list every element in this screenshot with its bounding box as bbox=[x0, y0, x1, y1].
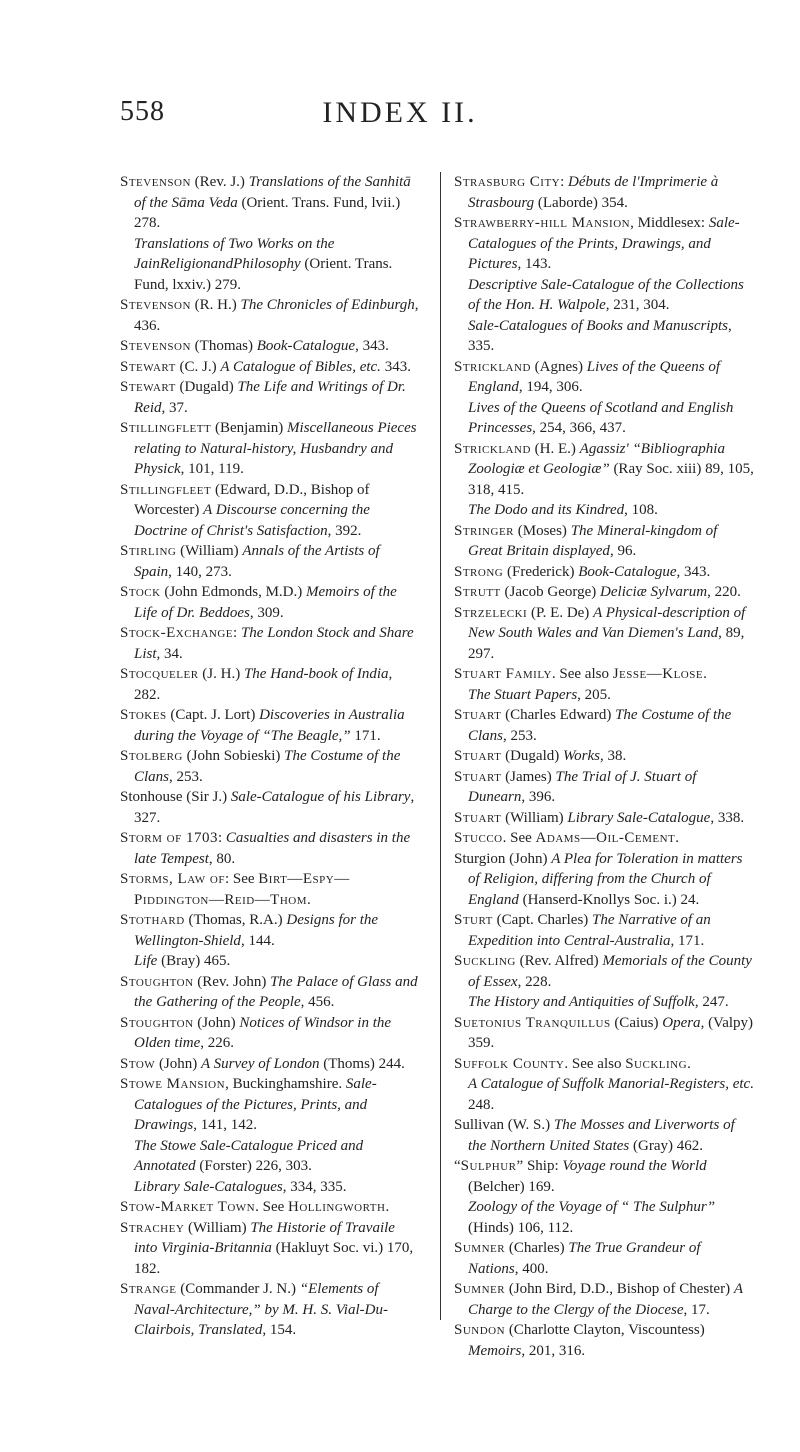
cross-reference: Suckling bbox=[625, 1055, 688, 1072]
left-column bbox=[120, 172, 420, 1341]
entry-heading: Stevenson bbox=[120, 338, 191, 354]
entry-heading: Sullivan bbox=[454, 1117, 505, 1133]
index-subentry bbox=[454, 992, 754, 1013]
entry-reference: 248. bbox=[468, 1096, 495, 1113]
index-entry bbox=[454, 1115, 754, 1156]
index-entry bbox=[454, 808, 754, 829]
index-entry bbox=[454, 1013, 754, 1054]
column-rule bbox=[440, 172, 441, 1320]
entry-title: The Mosses and Liverworts of the Northern United States bbox=[468, 1117, 735, 1154]
entry-detail: (John Bird, D.D., Bishop of Chester) bbox=[505, 1281, 734, 1297]
entry-reference: . bbox=[307, 891, 311, 908]
entry-heading: Stuart Family bbox=[454, 666, 552, 682]
entry-heading: Stow bbox=[120, 1055, 156, 1072]
entry-reference: , 171. bbox=[670, 932, 705, 949]
entry-title: The Life and Writings of Dr. Reid bbox=[134, 379, 406, 416]
entry-reference: , 231, 304. bbox=[605, 297, 670, 313]
entry-detail: (John) bbox=[505, 850, 552, 867]
entry-detail: (Frederick) bbox=[503, 563, 579, 580]
entry-detail: (Thomas) bbox=[190, 338, 257, 354]
entry-reference: , 205. bbox=[577, 686, 611, 703]
entry-reference: (Hanserd-Knollys Soc. i.) 24. bbox=[518, 891, 700, 908]
index-entry bbox=[454, 439, 754, 501]
entry-heading: Strutt bbox=[454, 584, 501, 600]
entry-title: The Trial of J. Stuart of Dunearn bbox=[468, 768, 697, 805]
entry-heading: Suffolk County bbox=[454, 1055, 565, 1072]
entry-title: Opera bbox=[662, 1014, 701, 1031]
entry-detail: (R. H.) bbox=[190, 297, 241, 313]
entry-heading: Stoughton bbox=[120, 973, 194, 990]
index-entry bbox=[454, 582, 754, 603]
entry-detail: , Buckinghamshire. bbox=[225, 1076, 346, 1092]
entry-reference: , 220. bbox=[707, 584, 741, 600]
entry-reference: , 228. bbox=[517, 973, 552, 990]
entry-reference: , 96. bbox=[609, 543, 637, 559]
entry-reference: , 392. bbox=[327, 522, 362, 539]
entry-detail: (Rev. John) bbox=[193, 973, 271, 990]
entry-heading: Strachey bbox=[120, 1219, 185, 1236]
index-subentry bbox=[454, 316, 754, 357]
entry-reference: , 254, 366, 437. bbox=[532, 420, 626, 436]
entry-heading: Strange bbox=[120, 1281, 177, 1297]
page-number: 558 bbox=[120, 96, 165, 127]
entry-detail: (Benjamin) bbox=[211, 420, 288, 436]
entry-reference: . bbox=[385, 1199, 390, 1215]
entry-reference: . bbox=[687, 1055, 691, 1072]
entry-detail: (John Edmonds, M.D.) bbox=[160, 584, 307, 600]
entry-heading: Strawberry-hill Mansion bbox=[454, 215, 631, 231]
entry-reference: , 89, 297. bbox=[468, 625, 745, 662]
entry-reference: , 154. bbox=[262, 1322, 297, 1338]
entry-detail: (John Sobieski) bbox=[182, 748, 285, 764]
entry-detail: : bbox=[560, 174, 569, 190]
entry-reference: (Hakluyt Soc. vi.) 170, 182. bbox=[134, 1240, 414, 1277]
index-entry bbox=[120, 972, 420, 1013]
entry-title: Library Sale-Catalogue bbox=[567, 809, 711, 826]
entry-reference: , 17. bbox=[683, 1301, 710, 1318]
entry-reference: , 400. bbox=[514, 1260, 549, 1277]
index-entry bbox=[454, 664, 754, 685]
entry-title: The Costume of the Clans bbox=[134, 748, 401, 785]
entry-title: The Stowe Sale-Catalogue Priced and Annotated bbox=[134, 1137, 364, 1174]
entry-detail: (Charles) bbox=[505, 1240, 569, 1256]
index-subentry bbox=[454, 500, 754, 521]
index-subentry bbox=[454, 275, 754, 316]
entry-detail: : See bbox=[224, 871, 259, 887]
entry-detail: (William) bbox=[501, 809, 568, 826]
entry-title: Designs for the Wellington-Shield bbox=[134, 912, 379, 949]
entry-reference: . bbox=[703, 666, 707, 682]
entry-heading: Stonhouse bbox=[120, 789, 183, 805]
entry-title: The Stuart Papers bbox=[468, 686, 578, 703]
entry-heading: Stowe Mansion bbox=[120, 1076, 226, 1092]
entry-detail: (J. H.) bbox=[198, 666, 244, 682]
entry-reference: , 335. bbox=[468, 317, 732, 354]
entry-title: Life bbox=[134, 953, 158, 969]
entry-reference: , 247. bbox=[694, 994, 729, 1010]
entry-heading: Strickland bbox=[454, 358, 531, 375]
entry-detail: (Edward, D.D., Bishop of Worcester) bbox=[134, 481, 370, 518]
index-entry bbox=[120, 623, 420, 664]
entry-detail: (Agnes) bbox=[530, 358, 587, 375]
entry-reference: , 343. bbox=[676, 563, 711, 580]
entry-title: Sale-Catalogues of Books and Manuscripts bbox=[468, 317, 728, 334]
entry-detail: (Capt. Charles) bbox=[492, 912, 593, 928]
entry-detail: (Thomas, R.A.) bbox=[184, 912, 287, 928]
entry-heading: Storms, Law of bbox=[120, 871, 225, 887]
index-entry bbox=[120, 1074, 420, 1136]
entry-reference: , 253. bbox=[503, 727, 537, 744]
entry-reference: (Gray) 462. bbox=[629, 1137, 703, 1154]
entry-detail: (William) bbox=[184, 1219, 251, 1236]
entry-detail: (Charlotte Clayton, Viscountess) bbox=[505, 1322, 705, 1338]
index-entry bbox=[120, 1013, 420, 1054]
index-entry bbox=[120, 1197, 420, 1218]
entry-detail: (P. E. De) bbox=[527, 604, 594, 621]
entry-detail: (Dugald) bbox=[175, 379, 238, 395]
entry-reference: , 309. bbox=[249, 604, 284, 621]
entry-detail: (Charles Edward) bbox=[501, 707, 616, 723]
index-entry bbox=[120, 336, 420, 357]
index-entry bbox=[120, 480, 420, 542]
entry-heading: Stolberg bbox=[120, 748, 183, 764]
index-entry bbox=[454, 213, 754, 275]
index-entry bbox=[120, 377, 420, 418]
entry-reference: , (Valpy) 359. bbox=[468, 1014, 754, 1051]
entry-heading: Suckling bbox=[454, 953, 516, 969]
entry-title: Library Sale-Catalogues bbox=[134, 1178, 283, 1195]
index-subentry bbox=[454, 1197, 754, 1238]
index-entry bbox=[454, 357, 754, 398]
entry-detail: (Caius) bbox=[610, 1014, 663, 1031]
index-subentry bbox=[120, 951, 420, 972]
entry-heading: Sturt bbox=[454, 912, 493, 928]
entry-detail: (Moses) bbox=[514, 522, 571, 539]
index-entry bbox=[120, 787, 420, 828]
entry-detail: (Capt. J. Lort) bbox=[166, 707, 260, 723]
index-entry bbox=[454, 1279, 754, 1320]
entry-heading: Strzelecki bbox=[454, 604, 528, 621]
entry-detail: . See also bbox=[564, 1055, 626, 1072]
entry-detail: (Commander J. N.) bbox=[176, 1281, 300, 1297]
entry-heading: Stothard bbox=[120, 912, 185, 928]
entry-title: A Catalogue of Bibles, etc. bbox=[220, 358, 381, 375]
entry-reference: , 253. bbox=[169, 768, 203, 785]
entry-heading: Stucco bbox=[454, 830, 503, 846]
entry-reference: , 338. bbox=[710, 809, 745, 826]
entry-title: Descriptive Sale-Catalogue of the Collections of the Hon. H. Walpole bbox=[468, 276, 744, 313]
entry-heading: Stewart bbox=[120, 358, 176, 375]
entry-title: Lives of the Queens of England bbox=[468, 358, 721, 395]
entry-title: Casualties and disasters in the late Tempest bbox=[134, 830, 411, 867]
index-subentry bbox=[454, 685, 754, 706]
entry-title: Memoirs bbox=[468, 1342, 522, 1359]
entry-title: Book-Catalogue bbox=[256, 338, 356, 354]
entry-detail: (Dugald) bbox=[501, 748, 564, 764]
entry-title: The True Grandeur of Nations bbox=[468, 1240, 701, 1277]
index-entry bbox=[120, 418, 420, 480]
entry-title: The Hand-book of India bbox=[243, 666, 389, 682]
entry-title: Agassiz' “Bibliographia Zoologiæ et Geologiæ” bbox=[468, 440, 725, 477]
entry-reference: (Laborde) 354. bbox=[534, 194, 628, 211]
cross-reference: Hollingworth bbox=[288, 1199, 386, 1215]
entry-detail: : bbox=[233, 625, 241, 641]
entry-reference: (Thoms) 244. bbox=[319, 1055, 405, 1072]
entry-heading: Stringer bbox=[454, 522, 515, 539]
entry-detail: . See also bbox=[551, 666, 613, 682]
entry-heading: Sumner bbox=[454, 1240, 506, 1256]
index-entry bbox=[454, 910, 754, 951]
entry-reference: (Belcher) 169. bbox=[468, 1178, 555, 1195]
index-subentry bbox=[454, 398, 754, 439]
entry-reference: , 143. bbox=[517, 256, 552, 272]
entry-title: Memoirs of the Life of Dr. Beddoes bbox=[134, 584, 397, 621]
entry-reference: , 334, 335. bbox=[282, 1178, 347, 1195]
entry-heading: Stuart bbox=[454, 748, 502, 764]
entry-reference: (Forster) 226, 303. bbox=[195, 1158, 312, 1174]
entry-title: The Historie of Travaile into Virginia-Britannia bbox=[134, 1219, 395, 1256]
entry-heading: Stillingflett bbox=[120, 420, 212, 436]
entry-reference: , 226. bbox=[200, 1035, 234, 1051]
entry-heading: Stewart bbox=[120, 379, 176, 395]
entry-title: Works bbox=[563, 748, 600, 764]
entry-detail: (William) bbox=[176, 543, 243, 559]
entry-heading: Stocqueler bbox=[120, 666, 199, 682]
entry-detail: (Jacob George) bbox=[500, 584, 601, 600]
index-entry bbox=[120, 582, 420, 623]
entry-title: Débuts de l'Imprimerie à Strasbourg bbox=[468, 174, 719, 211]
entry-reference: , 37. bbox=[161, 399, 188, 416]
entry-reference: 343. bbox=[380, 358, 411, 375]
entry-detail: . See bbox=[502, 830, 536, 846]
index-entry bbox=[120, 541, 420, 582]
index-entry bbox=[454, 1054, 754, 1075]
entry-reference: , 38. bbox=[599, 748, 627, 764]
entry-detail: : bbox=[218, 830, 226, 846]
entry-reference: (Hinds) 106, 112. bbox=[468, 1219, 574, 1236]
entry-detail: (H. E.) bbox=[530, 440, 580, 457]
index-subentry bbox=[120, 1177, 420, 1198]
entry-title: A Survey of London bbox=[201, 1055, 320, 1072]
index-entry: “Sulphur” Ship: Voyage round the World (Belcher) 169. bbox=[454, 1158, 707, 1195]
index-entry bbox=[120, 1279, 420, 1341]
index-entry bbox=[454, 767, 754, 808]
entry-reference: (Orient. Trans. Fund, lvii.) 278. bbox=[134, 194, 401, 231]
entry-reference: (Ray Soc. xiii) 89, 105, 318, 415. bbox=[468, 461, 754, 498]
entry-reference: , 456. bbox=[300, 994, 335, 1010]
index-entry bbox=[120, 357, 420, 378]
entry-title: Translations of Two Works on the JainReligionandPhilosophy bbox=[134, 235, 335, 272]
cross-reference: Birt—Espy—Piddington—Reid—Thom bbox=[134, 871, 350, 908]
entry-heading: Stuart bbox=[454, 768, 502, 785]
index-entry bbox=[120, 664, 420, 705]
entry-heading: Stevenson bbox=[120, 297, 191, 313]
entry-detail: (Rev. J.) bbox=[190, 174, 249, 190]
entry-reference: , 396. bbox=[521, 789, 556, 805]
entry-title: The Chronicles of Edinburgh bbox=[240, 297, 415, 313]
entry-heading: Sundon bbox=[454, 1322, 506, 1338]
entry-detail: (James) bbox=[501, 768, 556, 785]
entry-title: Sale-Catalogues of the Prints, Drawings, and Pictures bbox=[468, 215, 740, 272]
entry-reference: , 201, 316. bbox=[521, 1342, 586, 1359]
entry-title: Annals of the Artists of Spain bbox=[134, 543, 380, 580]
entry-heading: Stuart bbox=[454, 809, 502, 826]
entry-reference: , 101, 119. bbox=[180, 461, 244, 477]
index-entry bbox=[454, 1320, 754, 1361]
index-subentry bbox=[454, 1074, 754, 1115]
entry-reference: , 34. bbox=[156, 645, 183, 662]
index-entry bbox=[120, 869, 420, 910]
entry-title: The History and Antiquities of Suffolk bbox=[468, 994, 695, 1010]
index-entry bbox=[454, 562, 754, 583]
entry-title: The London Stock and Share List bbox=[134, 625, 414, 662]
entry-heading: Stoughton bbox=[120, 1014, 194, 1031]
entry-title: A Catalogue of Suffolk Manorial-Registers, etc. bbox=[468, 1076, 754, 1092]
entry-detail: (Rev. Alfred) bbox=[515, 953, 603, 969]
entry-title: Discoveries in Australia during the Voyage of “The Beagle,” bbox=[134, 707, 405, 744]
entry-title: Deliciæ Sylvarum bbox=[600, 584, 708, 600]
running-head: INDEX II. bbox=[322, 96, 478, 129]
index-entry bbox=[454, 172, 754, 213]
index-subentry bbox=[120, 1136, 420, 1177]
entry-detail: (Sir J.) bbox=[182, 789, 231, 805]
entry-title: Memorials of the County of Essex bbox=[468, 953, 752, 990]
entry-title: Sale-Catalogues of the Pictures, Prints, and Drawings bbox=[134, 1076, 377, 1133]
index-entry bbox=[454, 828, 754, 849]
entry-heading: Sulphur bbox=[460, 1158, 517, 1174]
entry-detail: (John) bbox=[155, 1055, 202, 1072]
entry-title: Voyage round the World bbox=[562, 1158, 707, 1174]
entry-detail: . See bbox=[255, 1199, 289, 1215]
entry-detail: , Middlesex: bbox=[630, 215, 709, 231]
entry-heading: Stokes bbox=[120, 707, 167, 723]
entry-reference: 171. bbox=[350, 727, 381, 744]
entry-heading: Suetonius Tranquillus bbox=[454, 1014, 611, 1031]
entry-title: The Costume of the Clans bbox=[468, 707, 732, 744]
cross-reference: Jesse—Klose bbox=[612, 666, 704, 682]
index-entry bbox=[454, 746, 754, 767]
entry-reference: , 436. bbox=[134, 297, 419, 334]
entry-title: The Narrative of an Expedition into Central-Australia bbox=[468, 912, 711, 949]
entry-detail: Ship: bbox=[523, 1158, 563, 1174]
page-header bbox=[0, 96, 800, 136]
entry-heading: Strickland bbox=[454, 440, 531, 457]
index-entry bbox=[120, 828, 420, 869]
right-column bbox=[454, 172, 754, 1361]
index-entry bbox=[454, 705, 754, 746]
entry-reference: , 141, 142. bbox=[193, 1117, 257, 1133]
entry-heading: Storm of 1703 bbox=[120, 830, 218, 846]
entry-reference: . bbox=[675, 830, 680, 846]
entry-title: A Discourse concerning the Doctrine of Christ's Satisfaction bbox=[134, 502, 370, 539]
entry-title: “Elements of Naval-Architecture,” by M. H. S. Vial-Du-Clairbois, Translated bbox=[134, 1281, 388, 1338]
entry-reference: , 144. bbox=[240, 932, 275, 949]
entry-title: Book-Catalogue bbox=[578, 563, 677, 580]
entry-heading: Strong bbox=[454, 563, 504, 580]
entry-title: The Dodo and its Kindred bbox=[468, 502, 625, 518]
entry-detail: (John) bbox=[193, 1014, 240, 1031]
entry-reference: , 140, 273. bbox=[168, 563, 232, 580]
entry-reference: , 80. bbox=[208, 850, 236, 867]
entry-title: A Physical-description of New South Wales and Van Diemen's Land bbox=[468, 604, 746, 641]
index-entry bbox=[120, 172, 420, 234]
entry-reference: , 327. bbox=[134, 789, 415, 826]
entry-heading: Strasburg City bbox=[454, 174, 561, 190]
index-entry bbox=[454, 603, 754, 665]
entry-title: Miscellaneous Pieces relating to Natural-history, Husbandry and Physick bbox=[134, 420, 417, 477]
entry-heading: Sumner bbox=[454, 1281, 506, 1297]
index-entry bbox=[454, 521, 754, 562]
entry-reference: , 282. bbox=[134, 666, 393, 703]
index-entry bbox=[454, 951, 754, 992]
index-entry bbox=[120, 746, 420, 787]
index-entry bbox=[454, 1238, 754, 1279]
cross-reference: Adams—Oil-Cement bbox=[535, 830, 676, 846]
entry-heading: Stock-Exchange bbox=[120, 625, 234, 641]
entry-title: A Plea for Toleration in matters of Religion, differing from the Church of England bbox=[468, 850, 743, 908]
entry-heading: Sturgion bbox=[454, 850, 506, 867]
entry-title: Zoology of the Voyage of “ The Sulphur” bbox=[468, 1199, 716, 1215]
entry-heading: Stuart bbox=[454, 707, 502, 723]
entry-heading: Stevenson bbox=[120, 174, 191, 190]
index-entry bbox=[120, 705, 420, 746]
index-entry bbox=[120, 910, 420, 951]
entry-heading: Stock bbox=[120, 584, 161, 600]
index-subentry bbox=[120, 234, 420, 296]
entry-heading: Stow-Market Town bbox=[120, 1199, 256, 1215]
entry-heading: Stirling bbox=[120, 543, 177, 559]
index-entry bbox=[120, 295, 420, 336]
entry-title: Sale-Catalogue of his Library bbox=[230, 789, 411, 805]
entry-title: The Mineral-kingdom of Great Britain displayed bbox=[468, 522, 718, 559]
entry-title: Lives of the Queens of Scotland and English Princesses bbox=[468, 399, 734, 436]
entry-title: Notices of Windsor in the Olden time bbox=[134, 1014, 392, 1051]
index-entry bbox=[120, 1218, 420, 1280]
entry-reference: , 108. bbox=[624, 502, 658, 518]
entry-detail: (C. J.) bbox=[175, 358, 221, 375]
entry-reference: , 343. bbox=[355, 338, 389, 354]
entry-title: A Charge to the Clergy of the Diocese bbox=[468, 1281, 743, 1318]
entry-title: Translations of the Sanhitā of the Sāma Veda bbox=[134, 174, 411, 211]
entry-reference: , 194, 306. bbox=[518, 379, 583, 395]
entry-heading: Stillingfleet bbox=[120, 481, 212, 498]
entry-reference: (Orient. Trans. Fund, lxxiv.) 279. bbox=[134, 256, 393, 293]
entry-detail: (W. S.) bbox=[504, 1117, 554, 1133]
entry-title: The Palace of Glass and the Gathering of the People bbox=[134, 973, 418, 1010]
index-entry bbox=[120, 1054, 420, 1075]
entry-reference: (Bray) 465. bbox=[157, 953, 231, 969]
index-entry bbox=[454, 849, 754, 911]
